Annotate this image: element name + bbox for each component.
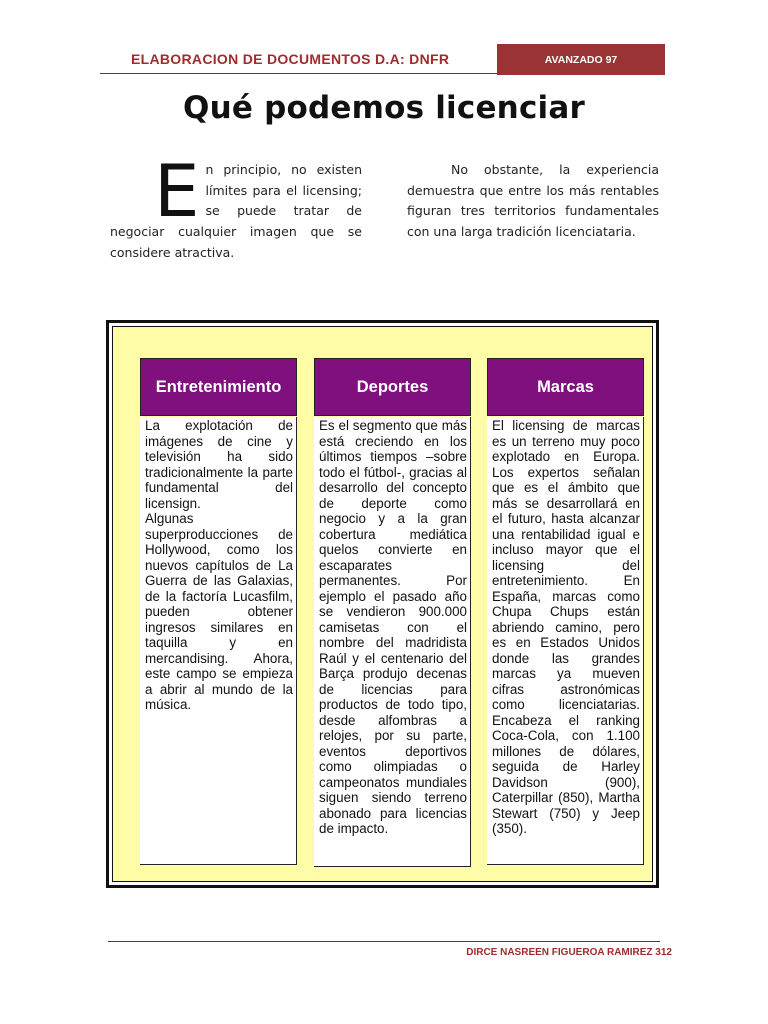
page-title: Qué podemos licenciar — [183, 90, 585, 126]
intro-right-paragraph: No obstante, la experiencia demuestra que entre los más rentables figuran tres territorios fundamentales con una larga tradición licenciataria. — [407, 162, 659, 240]
footer-author: DIRCE NASREEN FIGUEROA RAMIREZ 312 — [466, 947, 672, 958]
column-heading-entretenimiento: Entretenimiento — [140, 358, 297, 416]
document-header-title: ELABORACION DE DOCUMENTOS D.A: DNFR — [131, 51, 450, 67]
header-badge: AVANZADO 97 — [497, 44, 665, 75]
footer-rule — [108, 941, 660, 942]
column-body-entretenimiento — [140, 417, 297, 865]
column-paragraph: Es el segmento que más está creciendo en los últimos tiempos –sobre todo el fútbol-, gracias al desarrollo del concepto de deporte como negocio y a la gran cobertura mediática quelos convierte en escaparates permanentes. Por ejemplo el pasado año se vendieron 900.000 camisetas con el nombre del madridista Raúl y el centenario del Barça produjo decenas de licencias para productos de todo tipo, desde alfombras a relojes, por su parte, eventos deportivos como olimpiadas o campeonatos mundiales siguen siendo terreno abonado para licencias de impacto. — [319, 418, 467, 836]
column-entretenimiento — [140, 358, 297, 865]
column-paragraph: El licensing de marcas es un terreno muy poco explotado en Europa. Los expertos señalan que es el ámbito que más se desarrollará en el futuro, hasta alcanzar una rentabilidad igual e incluso mayor que el licensing del entretenimiento. En España, marcas como Chupa Chups están abriendo camino, pero es en Estados Unidos donde las grandes marcas ya mueven cifras astronómicas como licenciatarias. Encabeza el ranking Coca-Cola, con 1.100 millones de dólares, seguida de Harley Davidson (900), Caterpillar (850), Martha Stewart (750) y Jeep (350). — [492, 418, 640, 836]
column-heading-deportes: Deportes — [314, 358, 471, 416]
column-heading-marcas: Marcas — [487, 358, 644, 416]
header-rule — [100, 73, 498, 74]
intro-left-text: n principio, no existen límites para el licensing; se puede tratar de negociar cualquier imagen que se considere atractiva. — [110, 162, 362, 260]
column-deportes — [314, 358, 471, 867]
column-paragraph: Algunas superproducciones de Hollywood, como los nuevos capítulos de La Guerra de las Galaxias, de la factoría Lucasfilm, pueden obtener ingresos similares en taquilla y en mercandising. Ahora, este campo se empieza a abrir al mundo de la música. — [145, 511, 293, 712]
column-paragraph: La explotación de imágenes de cine y televisión ha sido tradicionalmente la parte fundamental del licensign. — [145, 418, 293, 511]
drop-cap: E — [154, 149, 200, 233]
column-body-deportes — [314, 417, 471, 867]
column-body-marcas — [487, 417, 644, 865]
column-marcas — [487, 358, 644, 865]
intro-left-paragraph — [110, 149, 362, 264]
